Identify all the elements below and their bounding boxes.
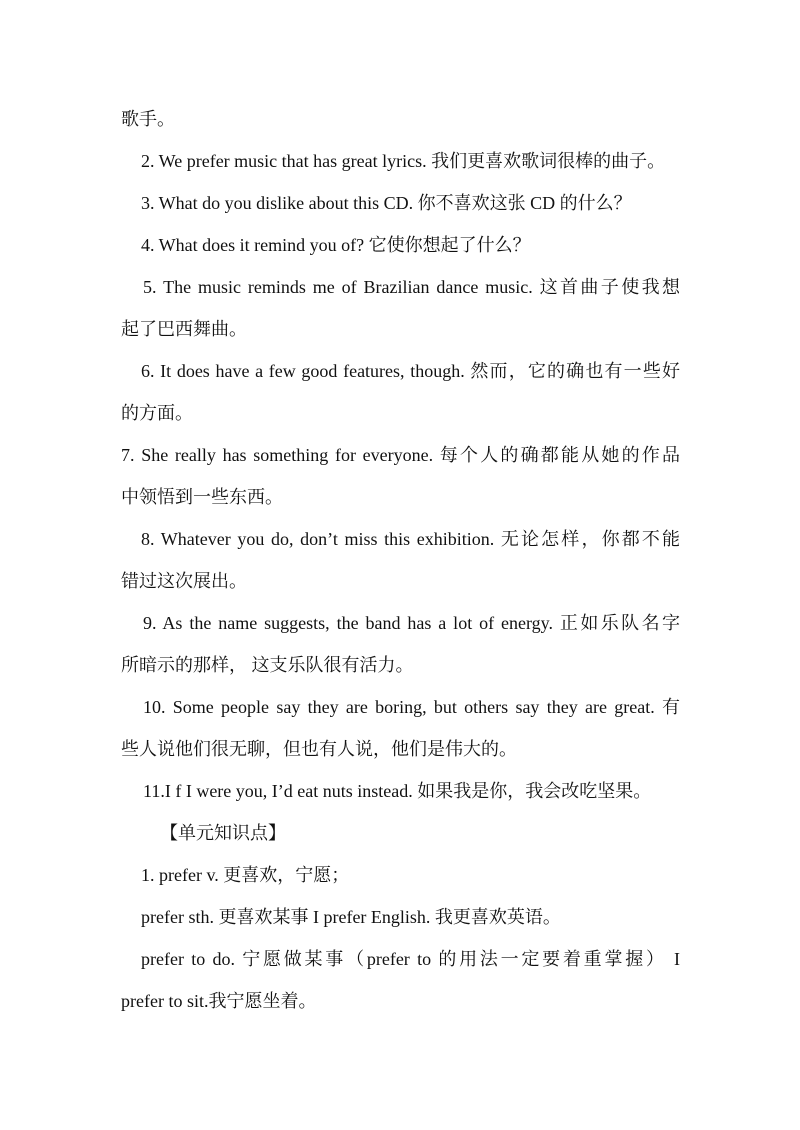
usage-prefer-to-do-cont: prefer to sit.我宁愿坐着。 — [121, 991, 317, 1011]
sentence-5-cont: 起了巴西舞曲。 — [121, 319, 247, 339]
sentence-7: 7. She really has something for everyone. 每个人的确都能从她的作品 — [121, 445, 680, 465]
sentence-9-cont: 所暗示的那样， 这支乐队很有活力。 — [121, 655, 414, 675]
usage-prefer-sth: prefer sth. 更喜欢某事 I prefer English. 我更喜欢英语。 — [141, 907, 561, 927]
sentence-10: 10. Some people say they are boring, but others say they are great. 有 — [143, 697, 680, 717]
sentence-6-cont: 的方面。 — [121, 403, 193, 423]
sentence-8: 8. Whatever you do, don’t miss this exhibition. 无论怎样，你都不能 — [141, 529, 680, 549]
sentence-8-cont: 错过这次展出。 — [121, 571, 247, 591]
sentence-5: 5. The music reminds me of Brazilian dance music. 这首曲子使我想 — [143, 277, 680, 297]
sentence-4: 4. What does it remind you of? 它使你想起了什么？ — [141, 235, 531, 255]
sentence-10-cont: 些人说他们很无聊，但也有人说，他们是伟大的。 — [121, 739, 517, 759]
sentence-3: 3. What do you dislike about this CD. 你不喜欢这张 CD 的什么？ — [141, 193, 632, 213]
usage-prefer-to-do: prefer to do. 宁愿做某事（prefer to 的用法一定要着重掌握） I — [141, 949, 680, 969]
sentence-9: 9. As the name suggests, the band has a lot of energy. 正如乐队名字 — [143, 613, 680, 633]
sentence-7-cont: 中领悟到一些东西。 — [121, 487, 283, 507]
knowledge-point-1: 1. prefer v. 更喜欢，宁愿； — [141, 865, 350, 885]
text-line: 歌手。 — [121, 109, 175, 129]
sentence-2: 2. We prefer music that has great lyrics. 我们更喜欢歌词很棒的曲子。 — [141, 151, 666, 171]
section-heading: 【单元知识点】 — [160, 823, 286, 843]
sentence-6: 6. It does have a few good features, though. 然而，它的确也有一些好 — [141, 361, 680, 381]
sentence-11: 11.I f I were you, I’d eat nuts instead. 如果我是你，我会改吃坚果。 — [143, 781, 652, 801]
